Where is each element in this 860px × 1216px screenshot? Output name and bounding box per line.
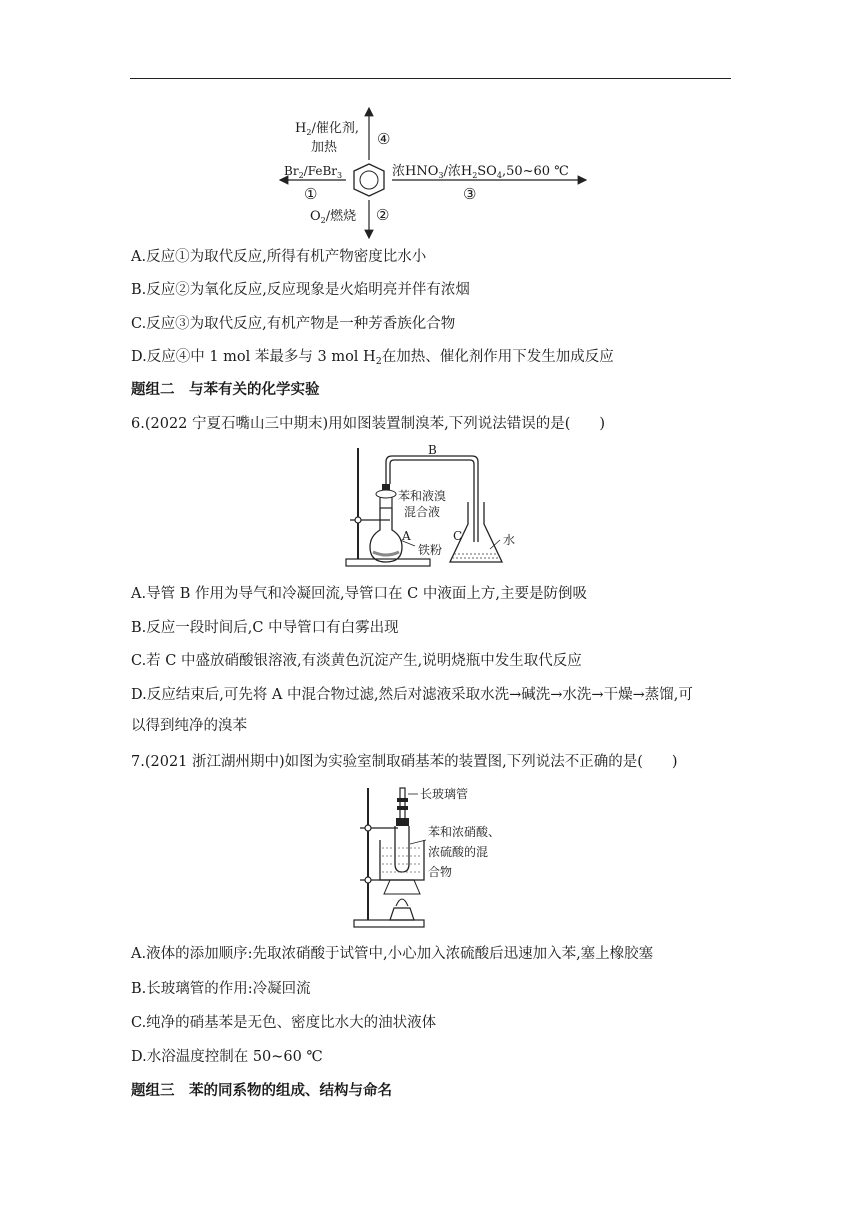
label-iron-powder: 铁粉 bbox=[418, 543, 443, 557]
q7-option-d: D.水浴温度控制在 50~60 ℃ bbox=[131, 1049, 323, 1065]
benzene-reaction-diagram bbox=[270, 100, 600, 242]
bottom-label: $O_2/$燃烧 bbox=[310, 209, 357, 225]
label-mix-line3: 合物 bbox=[428, 865, 453, 879]
label-a: A bbox=[402, 529, 411, 543]
right-label: 浓$HNO_3/$浓$H_2SO_4,50\sim 60$ ℃ bbox=[392, 164, 569, 180]
right-number: ③ bbox=[463, 185, 477, 203]
q6-option-d-line1: D.反应结束后,可先将 A 中混合物过滤,然后对滤液采取水洗→碱洗→水洗→干燥→蒸馏,可 bbox=[131, 687, 693, 703]
header-rule bbox=[130, 78, 731, 79]
q5-option-b: B.反应②为氧化反应,反应现象是火焰明亮并伴有浓烟 bbox=[131, 282, 470, 298]
q6-option-b: B.反应一段时间后,C 中导管口有白雾出现 bbox=[131, 620, 399, 636]
q7-option-a: A.液体的添加顺序:先取浓硝酸于试管中,小心加入浓硫酸后迅速加入苯,塞上橡胶塞 bbox=[131, 946, 654, 962]
label-mix-line1: 苯和液溴 bbox=[398, 489, 447, 503]
benzene-ring-icon bbox=[354, 164, 384, 196]
q5-option-a: A.反应①为取代反应,所得有机产物密度比水小 bbox=[131, 249, 427, 265]
q6-option-c: C.若 C 中盛放硝酸银溶液,有淡黄色沉淀产生,说明烧瓶中发生取代反应 bbox=[131, 653, 582, 669]
left-number: ① bbox=[304, 185, 318, 203]
q6-option-a: A.导管 B 作用为导气和冷凝回流,导管口在 C 中液面上方,主要是防倒吸 bbox=[131, 586, 587, 602]
bromobenzene-apparatus-diagram bbox=[340, 444, 540, 574]
top-number: ④ bbox=[377, 130, 391, 148]
label-b: B bbox=[428, 444, 437, 457]
label-long-glass-tube: 长玻璃管 bbox=[420, 787, 469, 801]
bottom-number: ② bbox=[376, 206, 390, 224]
nitrobenzene-apparatus-diagram bbox=[348, 784, 518, 930]
top-label-line1: $H_2/$催化剂, bbox=[295, 121, 359, 137]
left-label: $Br_2/FeBr_3$ bbox=[284, 164, 343, 180]
group3-heading: 题组三 苯的同系物的组成、结构与命名 bbox=[131, 1083, 392, 1099]
q6-stem: 6.(2022 宁夏石嘴山三中期末)用如图装置制溴苯,下列说法错误的是( ) bbox=[131, 416, 606, 432]
label-mix-line2: 混合液 bbox=[404, 505, 441, 519]
group2-heading: 题组二 与苯有关的化学实验 bbox=[131, 382, 320, 398]
label-mix-line2: 浓硫酸的混 bbox=[428, 845, 489, 859]
q7-option-c: C.纯净的硝基苯是无色、密度比水大的油状液体 bbox=[131, 1015, 437, 1031]
q7-stem: 7.(2021 浙江湖州期中)如图为实验室制取硝基苯的装置图,下列说法不正确的是( ) bbox=[131, 754, 678, 770]
q6-option-d-line2: 以得到纯净的溴苯 bbox=[131, 718, 247, 734]
label-mix-line1: 苯和浓硝酸、 bbox=[428, 825, 501, 839]
q5-option-c: C.反应③为取代反应,有机产物是一种芳香族化合物 bbox=[131, 316, 456, 332]
q5-option-d: D.反应④中 1 mol 苯最多与 3 mol $H_2$在加热、催化剂作用下发生加成反应 bbox=[131, 349, 614, 367]
q7-option-b: B.长玻璃管的作用:冷凝回流 bbox=[131, 981, 311, 997]
label-c: C bbox=[453, 529, 463, 543]
label-water: 水 bbox=[503, 533, 516, 547]
top-label-line2: 加热 bbox=[311, 140, 338, 155]
